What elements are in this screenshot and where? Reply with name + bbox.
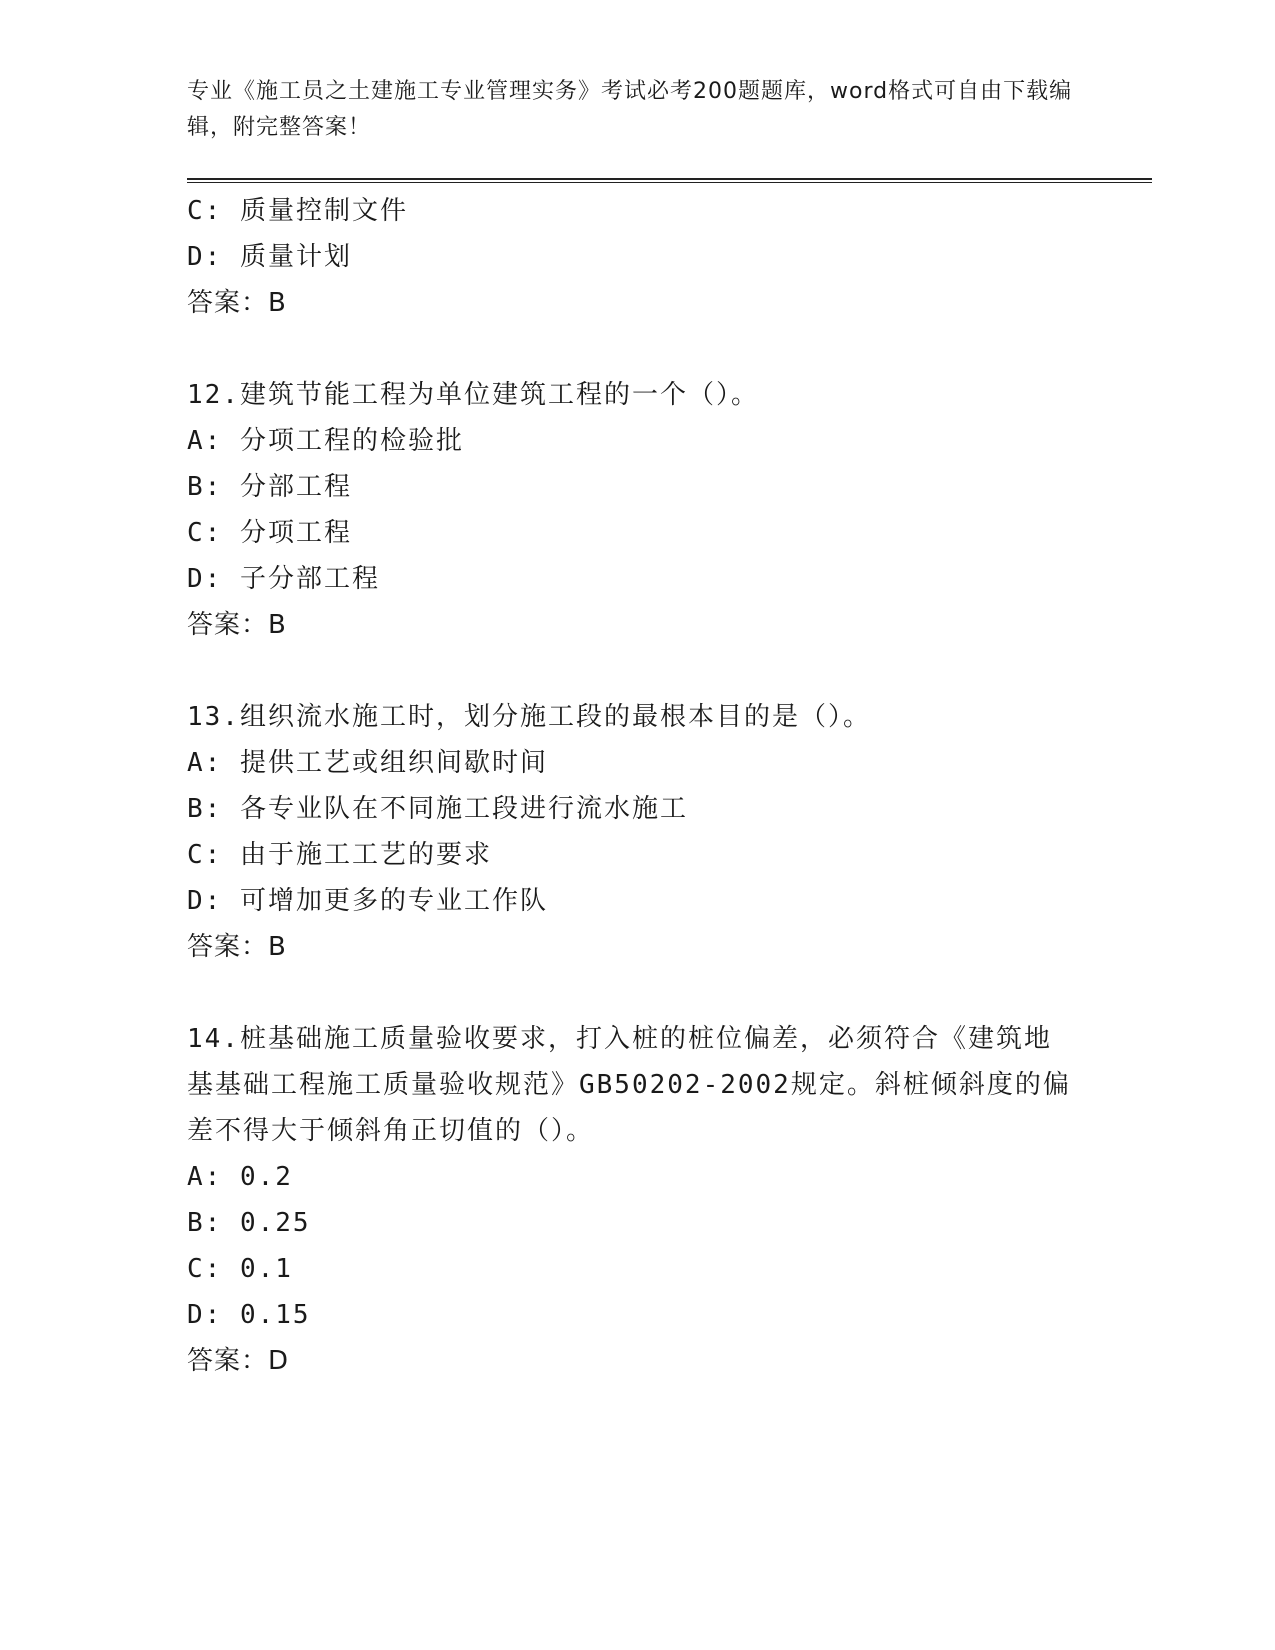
option-c: C: 由于施工工艺的要求	[187, 840, 492, 870]
option-a: A: 0.2	[187, 1162, 293, 1192]
option-d: D: 子分部工程	[187, 564, 380, 594]
option-d: D: 0.15	[187, 1300, 311, 1330]
question-stem-line-2: 基基础工程施工质量验收规范》GB50202-2002规定。斜桩倾斜度的偏	[187, 1070, 1071, 1100]
answer-line: 答案：B	[187, 288, 287, 318]
spacer	[187, 970, 1087, 1016]
option-b: B: 0.25	[187, 1208, 311, 1238]
answer-line: 答案：D	[187, 1346, 290, 1376]
header-divider	[187, 178, 1152, 183]
question-14	[187, 1016, 1087, 1384]
question-stem-line-1: 14.桩基础施工质量验收要求，打入桩的桩位偏差，必须符合《建筑地	[187, 1024, 1052, 1054]
question-12	[187, 372, 1087, 648]
answer-line: 答案：B	[187, 932, 287, 962]
question-stem: 12.建筑节能工程为单位建筑工程的一个（）。	[187, 380, 759, 410]
answer-line: 答案：B	[187, 610, 287, 640]
document-header	[187, 74, 1087, 146]
option-a: A: 分项工程的检验批	[187, 426, 464, 456]
header-title: 专业《施工员之土建施工专业管理实务》考试必考200题题库，word格式可自由下载编辑，附完整答案！	[187, 79, 1073, 140]
question-stem: 13.组织流水施工时，划分施工段的最根本目的是（）。	[187, 702, 871, 732]
spacer	[187, 648, 1087, 694]
question-list	[187, 188, 1087, 1384]
question-stem-line-3: 差不得大于倾斜角正切值的（）。	[187, 1116, 595, 1146]
option-d: D: 可增加更多的专业工作队	[187, 886, 548, 916]
option-a: A: 提供工艺或组织间歇时间	[187, 748, 548, 778]
option-d: D: 质量计划	[187, 242, 352, 272]
option-c: C: 质量控制文件	[187, 196, 408, 226]
question-11-tail	[187, 188, 1087, 326]
option-b: B: 分部工程	[187, 472, 352, 502]
option-b: B: 各专业队在不同施工段进行流水施工	[187, 794, 688, 824]
option-c: C: 0.1	[187, 1254, 293, 1284]
spacer	[187, 326, 1087, 372]
option-c: C: 分项工程	[187, 518, 352, 548]
question-13	[187, 694, 1087, 970]
